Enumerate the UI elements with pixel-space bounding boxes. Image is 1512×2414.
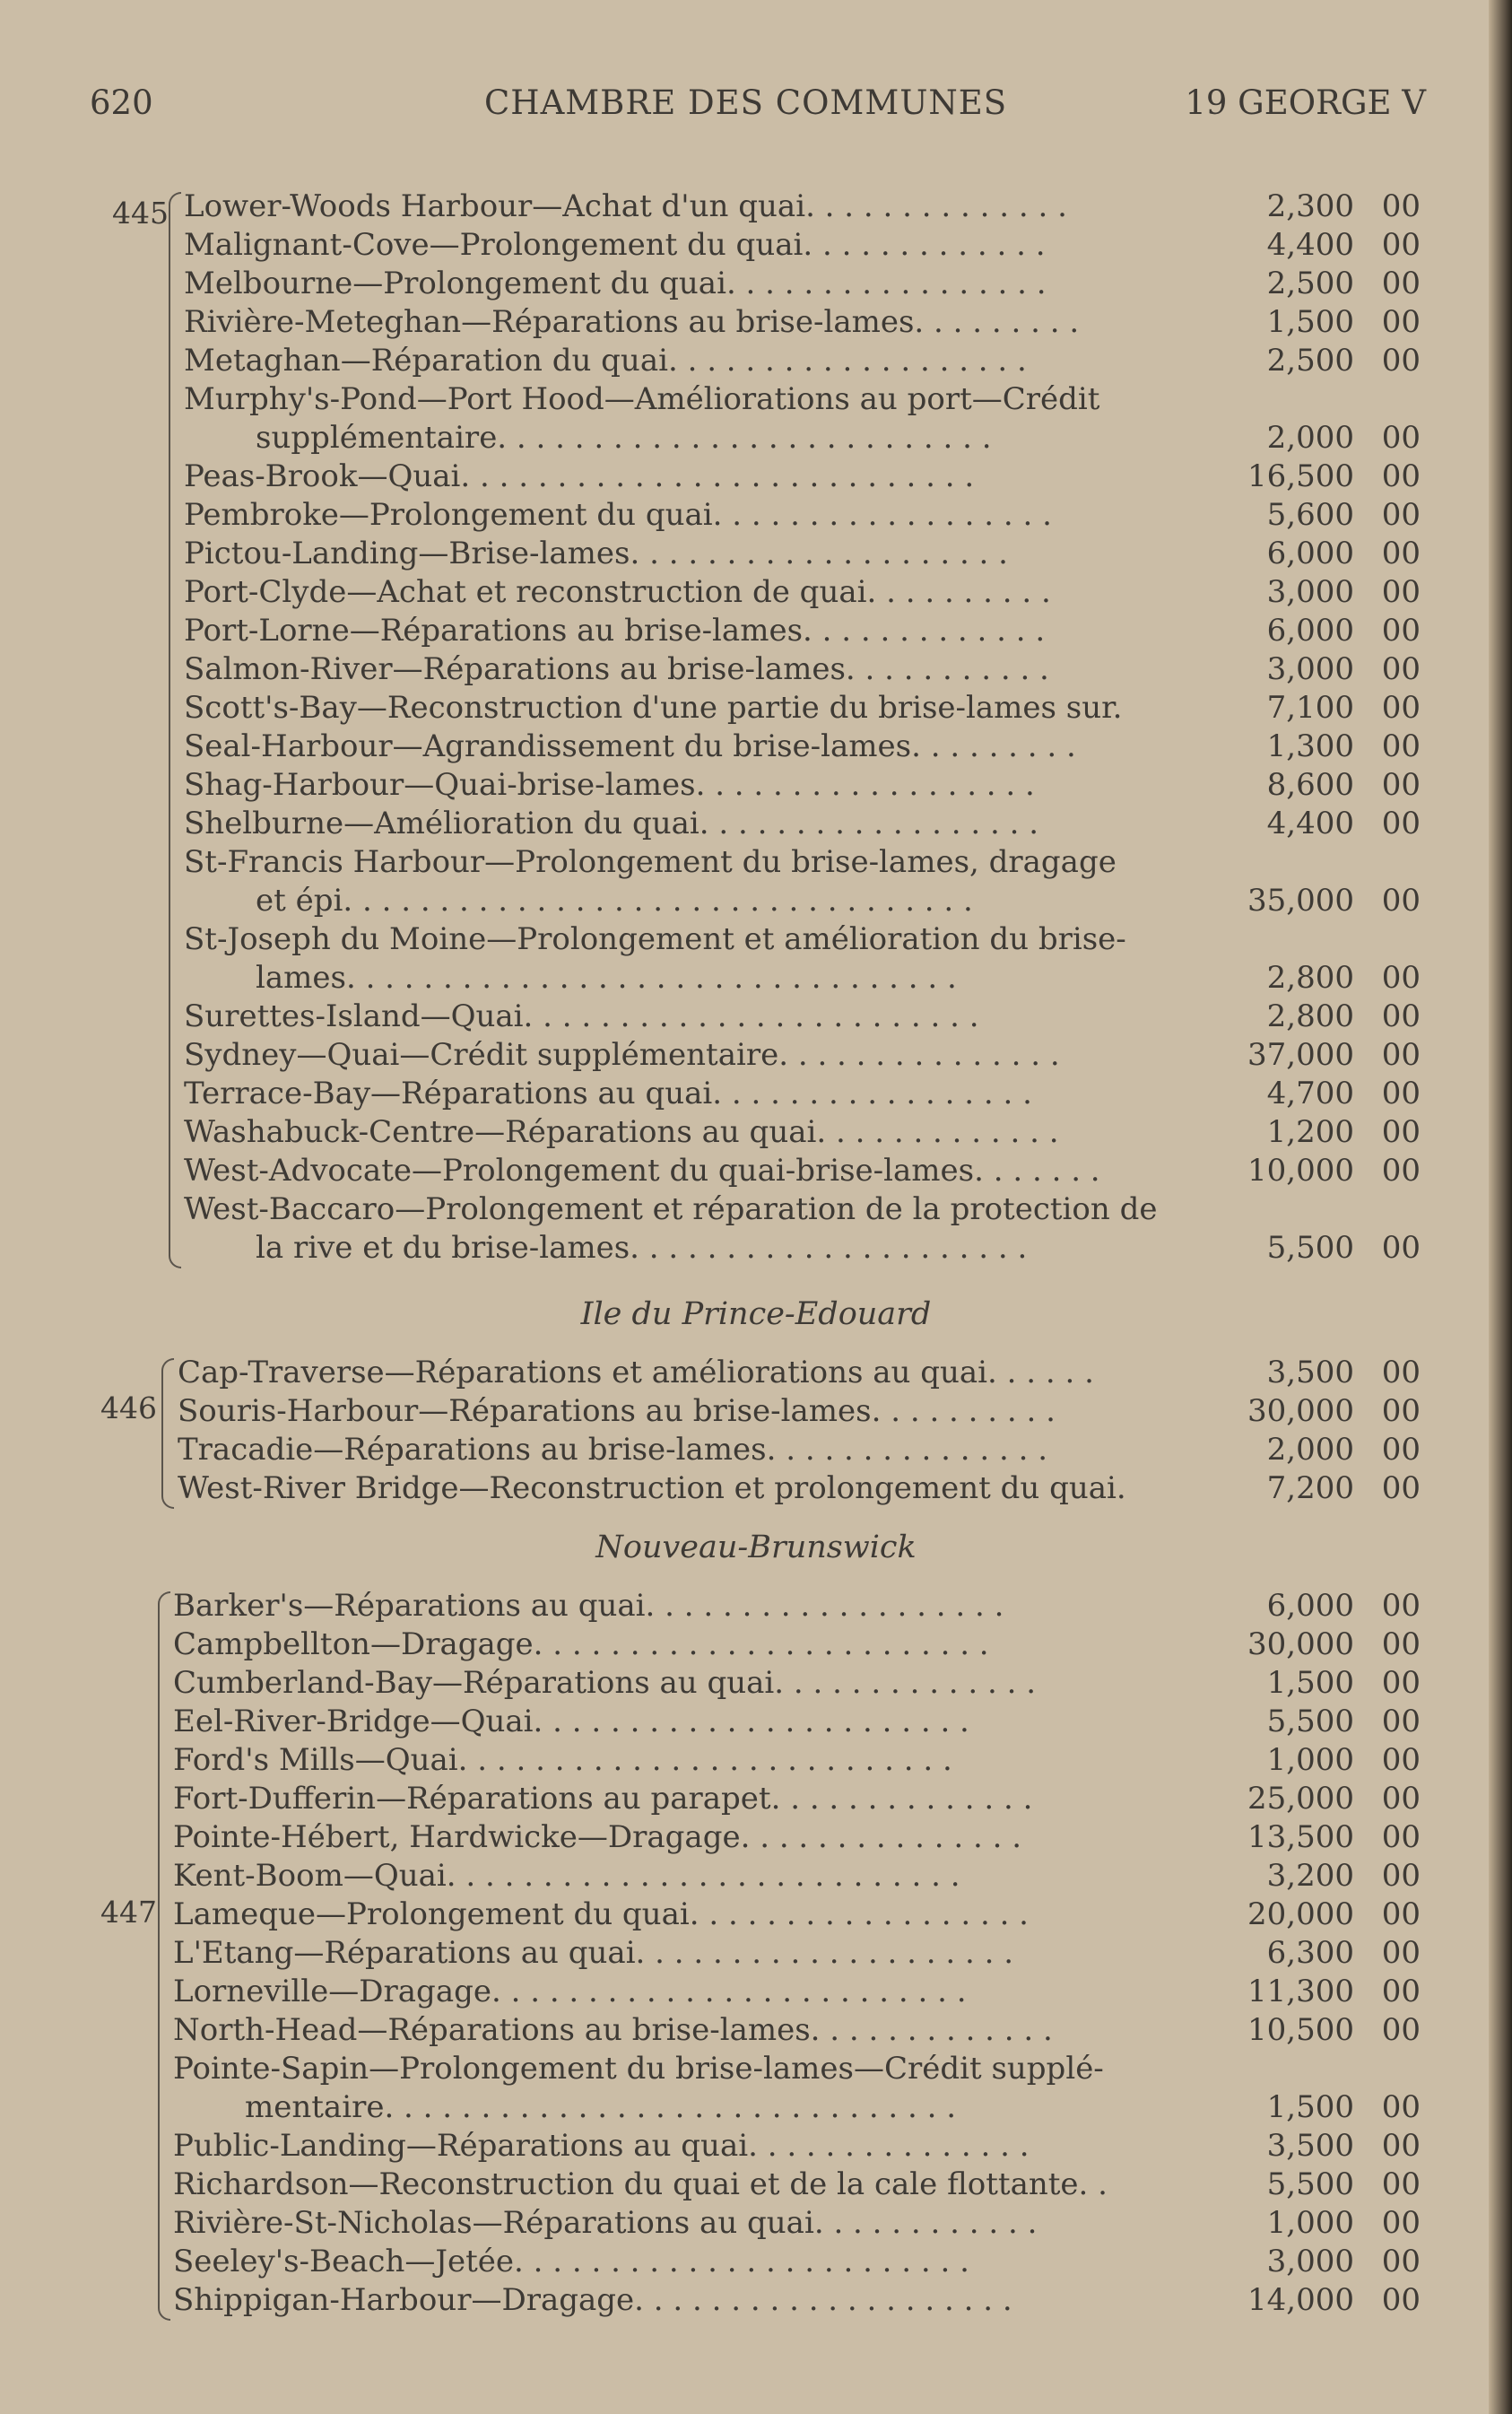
item-description: Seal-Harbour—Agrandissement du brise-lames. . . . . . . . . bbox=[184, 728, 1076, 764]
amount-cents: 00 bbox=[1381, 1432, 1421, 1468]
amount-cents: 00 bbox=[1381, 1588, 1421, 1624]
item-description-continued: mentaire. . . . . . . . . . . . . . . . . . . . . . . . . . . . . . bbox=[245, 2089, 957, 2125]
amount-dollars: 1,000 bbox=[1266, 1742, 1354, 1778]
item-description: Ford's Mills—Quai. . . . . . . . . . . . . . . . . . . . . . . . . . bbox=[173, 1742, 952, 1778]
estimate-row bbox=[184, 304, 1424, 343]
item-description: Port-Lorne—Réparations au brise-lames. . . . . . . . . . . . . bbox=[184, 613, 1046, 649]
item-description-continued: supplémentaire. . . . . . . . . . . . . . . . . . . . . . . . . . bbox=[256, 420, 992, 456]
item-description: Pictou-Landing—Brise-lames. . . . . . . . . . . . . . . . . . . . bbox=[184, 536, 1008, 571]
amount-cents: 00 bbox=[1381, 1896, 1421, 1932]
estimate-row bbox=[173, 1974, 1424, 2012]
amount-dollars: 3,000 bbox=[1266, 2244, 1354, 2279]
item-description: Seeley's-Beach—Jetée. . . . . . . . . . . . . . . . . . . . . . . . bbox=[173, 2244, 969, 2279]
vote-number: 447 bbox=[100, 1895, 157, 1930]
amount-cents: 00 bbox=[1381, 2089, 1421, 2125]
page-header bbox=[90, 83, 1426, 130]
amount-dollars: 1,300 bbox=[1266, 728, 1354, 764]
item-description: St-Joseph du Moine—Prolongement et amélioration du brise- bbox=[184, 921, 1126, 957]
item-description: Pembroke—Prolongement du quai. . . . . . . . . . . . . . . . . . bbox=[184, 497, 1052, 533]
amount-dollars: 6,000 bbox=[1266, 1588, 1354, 1624]
item-description: Salmon-River—Réparations au brise-lames. . . . . . . . . . . bbox=[184, 651, 1049, 687]
amount-dollars: 10,000 bbox=[1247, 1153, 1354, 1189]
item-description: Shag-Harbour—Quai-brise-lames. . . . . . . . . . . . . . . . . . bbox=[184, 767, 1035, 803]
page-edge-shadow bbox=[1489, 0, 1512, 2414]
amount-cents: 00 bbox=[1381, 1819, 1421, 1855]
amount-cents: 00 bbox=[1381, 960, 1421, 996]
item-description: Rivière-Meteghan—Réparations au brise-lames. . . . . . . . . bbox=[184, 304, 1080, 340]
item-description: Pointe-Sapin—Prolongement du brise-lames—Crédit supplé- bbox=[173, 2051, 1104, 2087]
amount-cents: 00 bbox=[1381, 1974, 1421, 2009]
item-description: Shelburne—Amélioration du quai. . . . . . . . . . . . . . . . . . bbox=[184, 806, 1039, 841]
amount-dollars: 30,000 bbox=[1247, 1626, 1354, 1662]
amount-cents: 00 bbox=[1381, 2128, 1421, 2164]
estimate-row bbox=[184, 1076, 1424, 1114]
amount-cents: 00 bbox=[1381, 343, 1421, 379]
estimate-row bbox=[178, 1470, 1424, 1509]
item-description: Melbourne—Prolongement du quai. . . . . . . . . . . . . . . . . bbox=[184, 266, 1047, 301]
amount-dollars: 3,000 bbox=[1266, 651, 1354, 687]
estimate-row bbox=[184, 1037, 1424, 1076]
item-description: Kent-Boom—Quai. . . . . . . . . . . . . . . . . . . . . . . . . . . bbox=[173, 1858, 960, 1894]
estimate-row bbox=[184, 188, 1424, 227]
amount-dollars: 7,100 bbox=[1266, 690, 1354, 726]
amount-dollars: 2,800 bbox=[1266, 960, 1354, 996]
amount-dollars: 16,500 bbox=[1247, 458, 1354, 494]
estimate-row bbox=[184, 343, 1424, 381]
estimate-row bbox=[173, 1935, 1424, 1974]
estimate-row bbox=[184, 1191, 1424, 1268]
estimate-row bbox=[173, 2128, 1424, 2166]
amount-cents: 00 bbox=[1381, 1781, 1421, 1817]
amount-dollars: 20,000 bbox=[1247, 1896, 1354, 1932]
amount-cents: 00 bbox=[1381, 2282, 1421, 2318]
amount-cents: 00 bbox=[1381, 1665, 1421, 1701]
amount-dollars: 5,500 bbox=[1266, 1704, 1354, 1739]
estimate-row bbox=[184, 767, 1424, 806]
item-description: West-Baccaro—Prolongement et réparation de la protection de bbox=[184, 1191, 1158, 1227]
amount-cents: 00 bbox=[1381, 536, 1421, 571]
item-description: Shippigan-Harbour—Dragage. . . . . . . . . . . . . . . . . . . . bbox=[173, 2282, 1012, 2318]
amount-cents: 00 bbox=[1381, 1858, 1421, 1894]
amount-dollars: 4,400 bbox=[1266, 806, 1354, 841]
amount-dollars: 6,000 bbox=[1266, 536, 1354, 571]
section-heading: Ile du Prince-Edouard bbox=[580, 1296, 932, 1332]
estimate-row bbox=[173, 2244, 1424, 2282]
estimate-row bbox=[184, 266, 1424, 304]
estimate-row bbox=[173, 1704, 1424, 1742]
amount-dollars: 1,000 bbox=[1266, 2205, 1354, 2241]
amount-dollars: 14,000 bbox=[1247, 2282, 1354, 2318]
item-description: Peas-Brook—Quai. . . . . . . . . . . . . . . . . . . . . . . . . . . bbox=[184, 458, 975, 494]
estimate-row bbox=[184, 651, 1424, 690]
amount-cents: 00 bbox=[1381, 497, 1421, 533]
estimate-row bbox=[184, 1114, 1424, 1153]
section-heading: Nouveau-Brunswick bbox=[595, 1529, 917, 1565]
item-description: Lorneville—Dragage. . . . . . . . . . . . . . . . . . . . . . . . . bbox=[173, 1974, 967, 2009]
amount-dollars: 1,200 bbox=[1266, 1114, 1354, 1150]
amount-dollars: 3,500 bbox=[1266, 2128, 1354, 2164]
item-description: West-River Bridge—Reconstruction et prolongement du quai. bbox=[178, 1470, 1126, 1506]
amount-cents: 00 bbox=[1381, 998, 1421, 1034]
vote-number: 446 bbox=[100, 1390, 157, 1425]
amount-cents: 00 bbox=[1381, 2205, 1421, 2241]
amount-dollars: 2,500 bbox=[1266, 266, 1354, 301]
estimate-row bbox=[173, 2205, 1424, 2244]
item-description: Terrace-Bay—Réparations au quai. . . . . . . . . . . . . . . . . bbox=[184, 1076, 1032, 1111]
amount-dollars: 25,000 bbox=[1247, 1781, 1354, 1817]
amount-dollars: 2,300 bbox=[1266, 188, 1354, 224]
estimate-row bbox=[173, 1626, 1424, 1665]
estimate-row bbox=[184, 497, 1424, 536]
amount-cents: 00 bbox=[1381, 1114, 1421, 1150]
amount-cents: 00 bbox=[1381, 2244, 1421, 2279]
estimate-row bbox=[184, 921, 1424, 998]
item-description: Surettes-Island—Quai. . . . . . . . . . . . . . . . . . . . . . . . bbox=[184, 998, 979, 1034]
amount-dollars: 6,000 bbox=[1266, 613, 1354, 649]
estimate-row bbox=[178, 1393, 1424, 1432]
item-description: Malignant-Cove—Prolongement du quai. . . . . . . . . . . . . bbox=[184, 227, 1046, 263]
amount-cents: 00 bbox=[1381, 574, 1421, 610]
amount-cents: 00 bbox=[1381, 1393, 1421, 1429]
amount-dollars: 4,400 bbox=[1266, 227, 1354, 263]
item-description: Fort-Dufferin—Réparations au parapet. . . . . . . . . . . . . . bbox=[173, 1781, 1033, 1817]
item-description: Sydney—Quai—Crédit supplémentaire. . . . . . . . . . . . . . . bbox=[184, 1037, 1060, 1073]
estimate-row bbox=[184, 458, 1424, 497]
amount-dollars: 2,000 bbox=[1266, 1432, 1354, 1468]
estimate-row bbox=[184, 574, 1424, 613]
estimate-row bbox=[184, 998, 1424, 1037]
estimate-row bbox=[184, 227, 1424, 266]
item-description: West-Advocate—Prolongement du quai-brise-lames. . . . . . . bbox=[184, 1153, 1100, 1189]
amount-cents: 00 bbox=[1381, 1230, 1421, 1266]
amount-dollars: 1,500 bbox=[1266, 2089, 1354, 2125]
item-description: North-Head—Réparations au brise-lames. . . . . . . . . . . . . bbox=[173, 2012, 1053, 2048]
item-description: Richardson—Reconstruction du quai et de la cale flottante. . bbox=[173, 2166, 1108, 2202]
estimate-row bbox=[173, 1588, 1424, 1626]
amount-cents: 00 bbox=[1381, 1153, 1421, 1189]
item-description: Cap-Traverse—Réparations et améliorations au quai. . . . . . bbox=[178, 1355, 1094, 1390]
item-description: Campbellton—Dragage. . . . . . . . . . . . . . . . . . . . . . . . bbox=[173, 1626, 989, 1662]
item-description-continued: lames. . . . . . . . . . . . . . . . . . . . . . . . . . . . . . . . bbox=[256, 960, 957, 996]
vote-bracket bbox=[158, 1591, 170, 2321]
item-description: Scott's-Bay—Reconstruction d'une partie du brise-lames sur. bbox=[184, 690, 1123, 726]
amount-cents: 00 bbox=[1381, 1076, 1421, 1111]
amount-dollars: 2,000 bbox=[1266, 420, 1354, 456]
item-description: Cumberland-Bay—Réparations au quai. . . . . . . . . . . . . . bbox=[173, 1665, 1037, 1701]
amount-dollars: 4,700 bbox=[1266, 1076, 1354, 1111]
amount-cents: 00 bbox=[1381, 690, 1421, 726]
item-description-continued: et épi. . . . . . . . . . . . . . . . . . . . . . . . . . . . . . . . . bbox=[256, 883, 973, 919]
estimate-row bbox=[173, 1742, 1424, 1781]
amount-dollars: 7,200 bbox=[1266, 1470, 1354, 1506]
estimate-row bbox=[184, 690, 1424, 728]
estimate-row bbox=[184, 1153, 1424, 1191]
amount-cents: 00 bbox=[1381, 458, 1421, 494]
session-label: 19 GEORGE V bbox=[1185, 83, 1426, 122]
estimate-row bbox=[173, 2051, 1424, 2128]
estimate-row bbox=[173, 1896, 1424, 1935]
amount-dollars: 5,500 bbox=[1266, 1230, 1354, 1266]
amount-dollars: 5,500 bbox=[1266, 2166, 1354, 2202]
item-description: Souris-Harbour—Réparations au brise-lames. . . . . . . . . . bbox=[178, 1393, 1056, 1429]
amount-cents: 00 bbox=[1381, 1037, 1421, 1073]
estimate-row bbox=[178, 1355, 1424, 1393]
amount-dollars: 13,500 bbox=[1247, 1819, 1354, 1855]
amount-dollars: 3,000 bbox=[1266, 574, 1354, 610]
item-description: Tracadie—Réparations au brise-lames. . . . . . . . . . . . . . . bbox=[178, 1432, 1048, 1468]
amount-cents: 00 bbox=[1381, 1626, 1421, 1662]
amount-dollars: 37,000 bbox=[1247, 1037, 1354, 1073]
item-description: L'Etang—Réparations au quai. . . . . . . . . . . . . . . . . . . . bbox=[173, 1935, 1014, 1971]
amount-cents: 00 bbox=[1381, 651, 1421, 687]
amount-dollars: 3,500 bbox=[1266, 1355, 1354, 1390]
amount-dollars: 5,600 bbox=[1266, 497, 1354, 533]
estimate-row bbox=[173, 2166, 1424, 2205]
item-description: Eel-River-Bridge—Quai. . . . . . . . . . . . . . . . . . . . . . . bbox=[173, 1704, 969, 1739]
amount-cents: 00 bbox=[1381, 266, 1421, 301]
estimate-row bbox=[184, 536, 1424, 574]
vote-bracket bbox=[161, 1358, 174, 1509]
item-description: Pointe-Hébert, Hardwicke—Dragage. . . . . . . . . . . . . . . bbox=[173, 1819, 1022, 1855]
estimate-row bbox=[173, 1781, 1424, 1819]
estimate-row bbox=[184, 728, 1424, 767]
amount-dollars: 8,600 bbox=[1266, 767, 1354, 803]
amount-cents: 00 bbox=[1381, 420, 1421, 456]
page-number: 620 bbox=[90, 83, 153, 122]
estimate-row bbox=[173, 2012, 1424, 2051]
amount-cents: 00 bbox=[1381, 806, 1421, 841]
item-description: Lower-Woods Harbour—Achat d'un quai. . . . . . . . . . . . . . bbox=[184, 188, 1067, 224]
item-description: Port-Clyde—Achat et reconstruction de quai. . . . . . . . . . bbox=[184, 574, 1051, 610]
amount-cents: 00 bbox=[1381, 1704, 1421, 1739]
vote-bracket bbox=[169, 192, 181, 1268]
item-description: Washabuck-Centre—Réparations au quai. . . . . . . . . . . . . bbox=[184, 1114, 1059, 1150]
amount-cents: 00 bbox=[1381, 1355, 1421, 1390]
estimate-row bbox=[184, 613, 1424, 651]
item-description: Lameque—Prolongement du quai. . . . . . . . . . . . . . . . . . bbox=[173, 1896, 1029, 1932]
estimate-row bbox=[173, 2282, 1424, 2321]
amount-dollars: 30,000 bbox=[1247, 1393, 1354, 1429]
amount-dollars: 1,500 bbox=[1266, 304, 1354, 340]
vote-number: 445 bbox=[112, 196, 169, 231]
estimate-row bbox=[173, 1819, 1424, 1858]
amount-cents: 00 bbox=[1381, 613, 1421, 649]
amount-dollars: 6,300 bbox=[1266, 1935, 1354, 1971]
amount-dollars: 11,300 bbox=[1247, 1974, 1354, 2009]
amount-cents: 00 bbox=[1381, 227, 1421, 263]
estimate-row bbox=[173, 1858, 1424, 1896]
estimate-row bbox=[184, 806, 1424, 844]
amount-cents: 00 bbox=[1381, 1935, 1421, 1971]
amount-cents: 00 bbox=[1381, 1470, 1421, 1506]
amount-cents: 00 bbox=[1381, 767, 1421, 803]
item-description: Rivière-St-Nicholas—Réparations au quai. . . . . . . . . . . . bbox=[173, 2205, 1038, 2241]
estimate-row bbox=[184, 844, 1424, 921]
amount-cents: 00 bbox=[1381, 188, 1421, 224]
item-description: Public-Landing—Réparations au quai. . . . . . . . . . . . . . . bbox=[173, 2128, 1030, 2164]
amount-cents: 00 bbox=[1381, 2012, 1421, 2048]
page-title: CHAMBRE DES COMMUNES bbox=[484, 83, 1008, 122]
amount-cents: 00 bbox=[1381, 728, 1421, 764]
amount-cents: 00 bbox=[1381, 304, 1421, 340]
amount-dollars: 10,500 bbox=[1247, 2012, 1354, 2048]
item-description: Barker's—Réparations au quai. . . . . . . . . . . . . . . . . . . bbox=[173, 1588, 1004, 1624]
estimate-row bbox=[178, 1432, 1424, 1470]
item-description: Metaghan—Réparation du quai. . . . . . . . . . . . . . . . . . . bbox=[184, 343, 1027, 379]
item-description: Murphy's-Pond—Port Hood—Améliorations au port—Crédit bbox=[184, 381, 1100, 417]
estimate-row bbox=[173, 1665, 1424, 1704]
amount-dollars: 35,000 bbox=[1247, 883, 1354, 919]
amount-cents: 00 bbox=[1381, 1742, 1421, 1778]
amount-dollars: 1,500 bbox=[1266, 1665, 1354, 1701]
estimate-row bbox=[184, 381, 1424, 458]
item-description: St-Francis Harbour—Prolongement du brise-lames, dragage bbox=[184, 844, 1117, 880]
item-description-continued: la rive et du brise-lames. . . . . . . . . . . . . . . . . . . . . bbox=[256, 1230, 1028, 1266]
amount-dollars: 2,500 bbox=[1266, 343, 1354, 379]
amount-dollars: 2,800 bbox=[1266, 998, 1354, 1034]
amount-cents: 00 bbox=[1381, 883, 1421, 919]
amount-cents: 00 bbox=[1381, 2166, 1421, 2202]
amount-dollars: 3,200 bbox=[1266, 1858, 1354, 1894]
